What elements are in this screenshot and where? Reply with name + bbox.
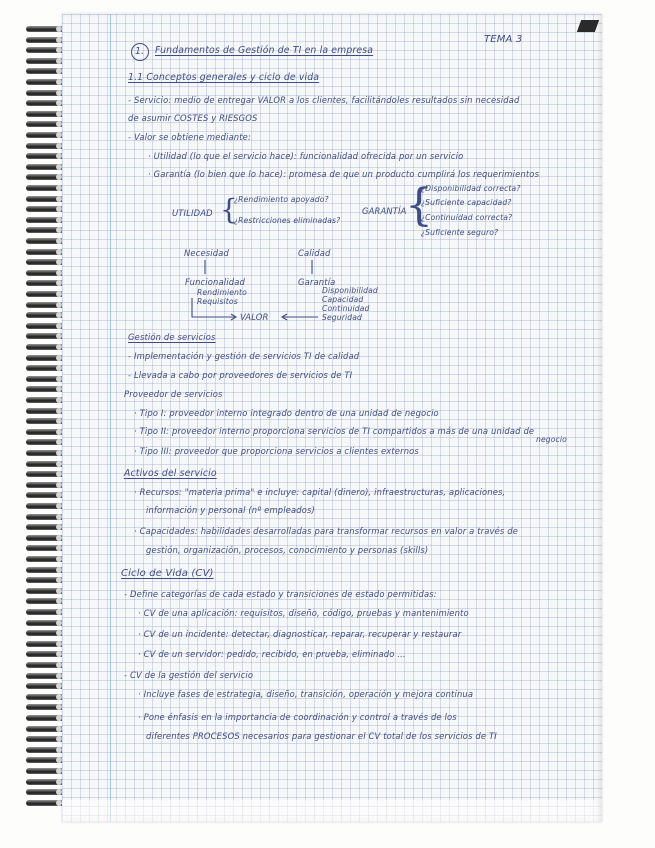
activos-title: Activos del servicio <box>124 468 217 479</box>
gar-subitem-3: Continuidad <box>322 304 370 313</box>
garantia-to-valor-arrow <box>282 314 318 320</box>
garantia-item-3: ¿Continuidad correcta? <box>421 213 513 222</box>
gestion-line-1: - Implementación y gestión de servicios TI de calidad <box>128 351 360 361</box>
cv-servidor-line: · CV de un servidor: pedido, recibido, en prueba, eliminado ... <box>138 649 406 659</box>
garantia-item-2: ¿Suficiente capacidad? <box>421 198 512 207</box>
valor-label: VALOR <box>240 312 269 322</box>
func-subitem-1: Rendimiento <box>197 288 247 297</box>
gestion-title: Gestión de servicios <box>128 332 216 342</box>
tipo-1-line: · Tipo I: proveedor interno integrado dentro de una unidad de negocio <box>134 408 439 418</box>
garantia2-label: Garantía <box>298 277 336 287</box>
garantia-label: GARANTÍA <box>362 206 407 216</box>
garantia-item-4: ¿Suficiente seguro? <box>421 228 499 237</box>
funcionalidad-label: Funcionalidad <box>185 277 245 287</box>
gar-subitem-2: Capacidad <box>322 295 364 304</box>
necesidad-label: Necesidad <box>184 248 229 258</box>
capacidades-line-2: gestión, organización, procesos, conocimiento y personas (skills) <box>146 545 429 555</box>
utilidad-item-2: ¿Restricciones eliminadas? <box>234 216 341 225</box>
subsection-title: 1.1 Conceptos generales y ciclo de vida <box>128 72 320 83</box>
tipo-3-line: · Tipo III: proveedor que proporciona servicios a clientes externos <box>134 446 419 456</box>
procesos-line: diferentes PROCESOS necesarios para gestionar el CV total de los servicios de TI <box>146 731 497 741</box>
tipo-2-line: · Tipo II: proveedor interno proporciona servicios de TI compartidos a más de una unidad de <box>134 426 535 436</box>
garantia-brace: { <box>405 180 433 231</box>
recursos-line-1: · Recursos: "materia prima" e incluye: capital (dinero), infraestructuras, aplicaciones, <box>134 487 506 497</box>
cv-incidente-line: · CV de un incidente: detectar, diagnosticar, reparar, recuperar y restaurar <box>138 629 462 639</box>
incluye-fases-line: · Incluye fases de estrategia, diseño, transición, operación y mejora continua <box>138 689 474 699</box>
ciclo-line-1: - Define categorías de cada estado y transiciones de estado permitidas: <box>124 589 437 599</box>
servicio-line-1: - Servicio: medio de entregar VALOR a los clientes, facilitándoles resultados sin necesidad <box>128 95 520 105</box>
gestion-line-2: - Llevada a cabo por proveedores de servicios de TI <box>128 370 353 380</box>
garantia-definition: · Garantía (lo bien que lo hace): promesa de que un producto cumplirá los requerimientos <box>148 169 540 179</box>
utilidad-definition: · Utilidad (lo que el servicio hace): funcionalidad ofrecida por un servicio <box>148 151 464 161</box>
servicio-line-2: de asumir COSTES y RIESGOS <box>128 113 258 123</box>
tipo-2-continuation: negocio <box>536 435 567 444</box>
section-title: Fundamentos de Gestión de TI en la empresa <box>155 45 374 56</box>
cv-aplicacion-line: · CV de una aplicación: requisitos, diseño, código, pruebas y mantenimiento <box>138 608 469 618</box>
gar-subitem-4: Seguridad <box>322 313 363 322</box>
section-number: 1. <box>135 46 145 57</box>
garantia-item-1: ¿Disponibilidad correcta? <box>421 184 521 193</box>
ciclo-title: Ciclo de Vida (CV) <box>121 568 214 579</box>
gar-subitem-1: Disponibilidad <box>322 286 378 295</box>
cv-gestion-line: - CV de la gestión del servicio <box>124 670 254 680</box>
valor-line: - Valor se obtiene mediante: <box>128 132 251 142</box>
capacidades-line-1: · Capacidades: habilidades desarrolladas para transformar recursos en valor a través de <box>134 526 519 536</box>
func-subitem-2: Requisitos <box>197 297 238 306</box>
calidad-label: Calidad <box>298 248 331 258</box>
tema-label: TEMA 3 <box>484 34 523 45</box>
utilidad-brace: { <box>220 193 238 226</box>
proveedor-title: Proveedor de servicios <box>124 389 223 399</box>
utilidad-item-1: ¿Rendimiento apoyado? <box>234 195 329 204</box>
pone-enfasis-line: · Pone énfasis en la importancia de coordinación y control a través de los <box>138 712 457 722</box>
utilidad-label: UTILIDAD <box>172 208 213 218</box>
recursos-line-2: información y personal (nº empleados) <box>146 505 315 515</box>
funcionalidad-to-valor-arrow <box>192 298 236 320</box>
